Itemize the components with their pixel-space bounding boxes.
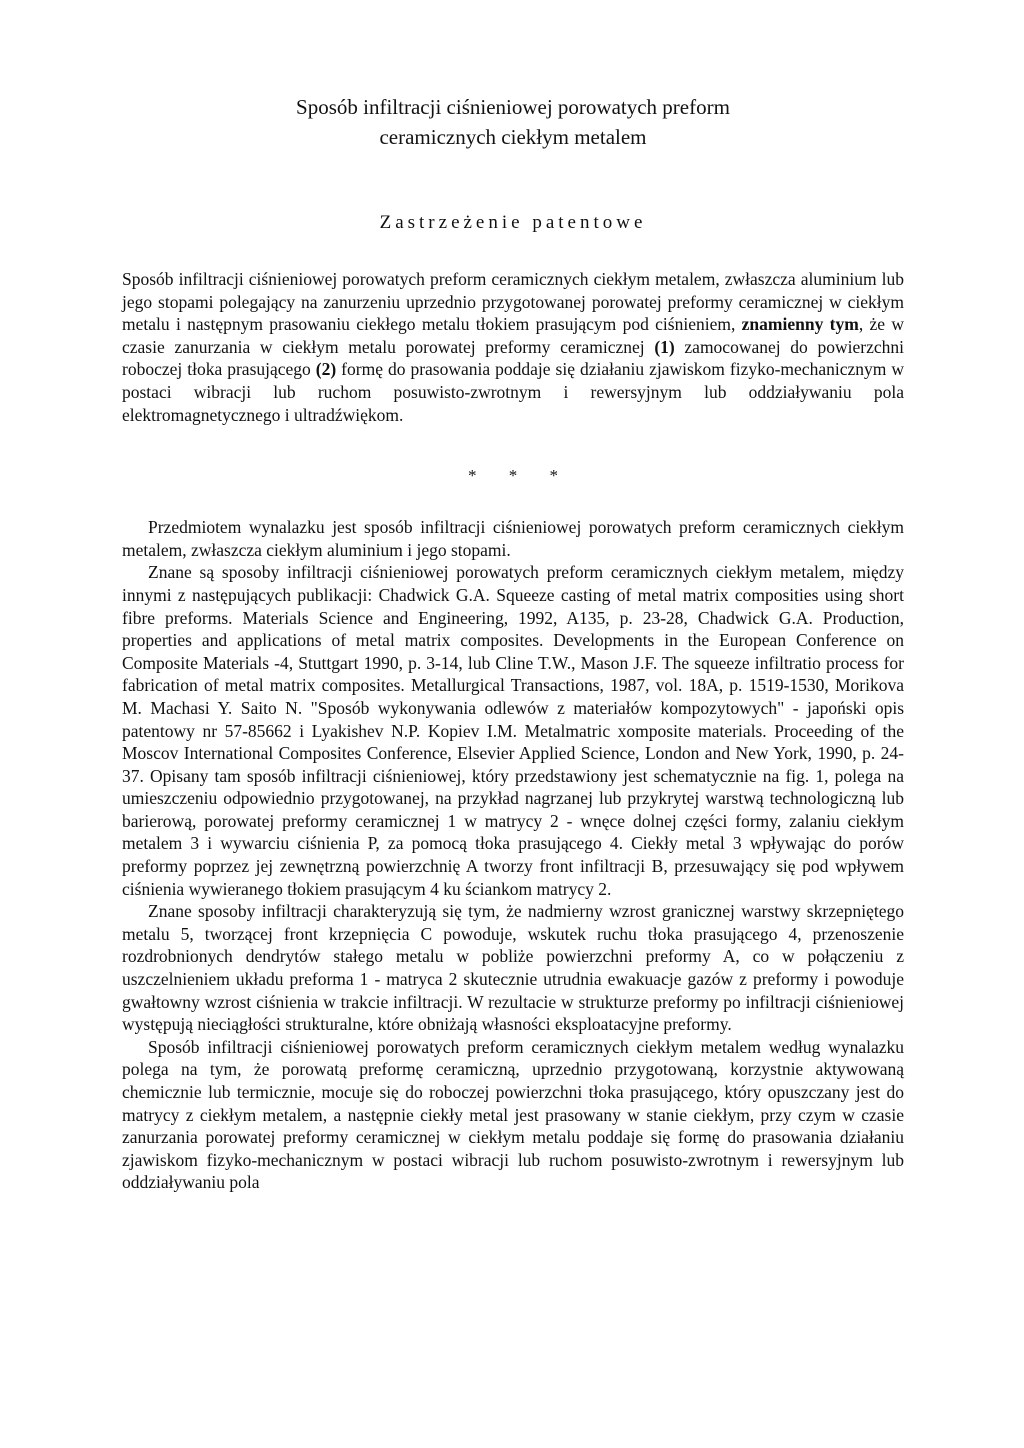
document-title <box>122 92 904 152</box>
description-body <box>122 516 904 1194</box>
description-paragraph: Przedmiotem wynalazku jest sposób infiltracji ciśnieniowej porowatych preform ceramicznych ciekłym metalem, zwłaszcza ciekłym aluminium i jego stopami. <box>122 517 904 560</box>
claim-text-3: zamocowanej do powierzchni roboczej tłoka prasującego <box>122 336 904 380</box>
description-paragraph: Znane sposoby infiltracji charakteryzują się tym, że nadmierny wzrost granicznej warstwy skrzepniętego metalu 5, tworzącej front krzepnięcia C powoduje, wskutek ruchu tłoka prasującego 4, przenoszenie rozdrobnionych dendrytów stałego metalu w pobliże powierzchni preformy A, co w połączeniu z uszczelnieniem układu preforma 1 - matryca 2 skutecznie utrudnia ewakuacje gazów z preformy i powoduje gwałtowny wzrost ciśnienia w trakcie infiltracji. W rezultacie w strukturze preformy po infiltracji ciśnieniowej występują nieciągłości strukturalne, które obniżają własności eksploatacyjne preformy. <box>122 901 904 1035</box>
patent-claim <box>122 268 904 426</box>
description-paragraph: Znane są sposoby infiltracji ciśnieniowej porowatych preform ceramicznych ciekłym metalem, między innymi z następujących publikacji: Chadwick G.A. Squeeze casting of metal matrix composities using short fibre preforms. Materials Science and Engineering, 1992, A135, p. 23-28, Chadwick G.A. Production, properties and applications of metal matrix composites. Developments in the European Conference on Composite Materials -4, Stuttgart 1990, p. 3-14, lub Cline T.W., Mason J.F. The squeeze infiltratio process for fabrication of metal matrix composites. Metallurgical Transactions, 1987, vol. 18A, p. 1519-1530, Morikova M. Machasi Y. Saito N. "Sposób wykonywania odlewów z materiałów kompozytowych" - japoński opis patentowy nr 57-85662 i Lyakishev N.P. Kopiev I.M. Metalmatric xomposite materials. Proceeding of the Moscov International Composites Conference, Elsevier Applied Science, London and New York, 1990, p. 24-37. Opisany tam sposób infiltracji ciśnieniowej, który przedstawiony jest schematycznie na fig. 1, polega na umieszczeniu odpowiednio przygotowanej, na przykład nagrzanej lub przykrytej warstwą technologiczną lub barierową, porowatej preformy ceramicznej 1 w matrycy 2 - wnęce dolnej części formy, zalaniu ciekłym metalem 3 i wywarciu ciśnienia P, za pomocą tłoka prasującego 4. Ciekły metal 3 wpływając do porów preformy poprzez jej zewnętrzną powierzchnię A tworzy front infiltracji B, przesuwający się pod wpływem ciśnienia wywieranego tłokiem prasującym 4 ku ściankom matrycy 2. <box>122 562 904 899</box>
claims-heading: Zastrzeżenie patentowe <box>379 212 647 233</box>
section-separator: * * * <box>468 466 572 486</box>
title-line-1: Sposób infiltracji ciśnieniowej porowatych preform <box>296 95 730 119</box>
claim-text-4: formę do prasowania poddaje się działaniu zjawiskom fizyko-mechanicznym w postaci wibracji lub ruchom posuwisto-zwrotnym i rewersyjnym lub oddziaływaniu pola elektromagnetycznego i ultradźwiękom. <box>122 359 904 425</box>
claim-text-1: Sposób infiltracji ciśnieniowej porowatych preform ceramicznych ciekłym metalem, zwłaszcza aluminium lub jego stopami polegający na zanurzeniu uprzednio przygotowanej porowatej preformy ceramicznej w ciekłym metalu i następnym prasowaniu ciekłego metalu tłokiem prasującym pod ciśnieniem, <box>122 269 904 335</box>
claim-reference-1: (1) <box>654 336 675 357</box>
description-paragraph: Sposób infiltracji ciśnieniowej porowatych preform ceramicznych ciekłym metalem według wynalazku polega na tym, że porowatą preformę ceramiczną, uprzednio przygotowaną, korzystnie aktywowaną chemicznie lub termicznie, mocuje się do roboczej powierzchni tłoka prasującego, który opuszczany jest do matrycy z ciekłym metalem, a następnie ciekły metal jest prasowany w stanie ciekłym, przy czym w czasie zanurzania porowatej preformy ceramicznej w ciekłym metalu poddaje się formę do prasowania działaniu zjawiskom fizyko-mechanicznym w postaci wibracji lub ruchom posuwisto-zwrotnym i rewersyjnym lub oddziaływaniu pola <box>122 1036 904 1193</box>
claim-characterizing-phrase: znamienny tym <box>741 314 859 335</box>
claim-text-2: , że w czasie zanurzania w ciekłym metalu porowatej preformy ceramicznej <box>122 314 905 357</box>
claim-reference-2: (2) <box>315 359 337 380</box>
title-line-2: ceramicznych ciekłym metalem <box>379 125 647 149</box>
